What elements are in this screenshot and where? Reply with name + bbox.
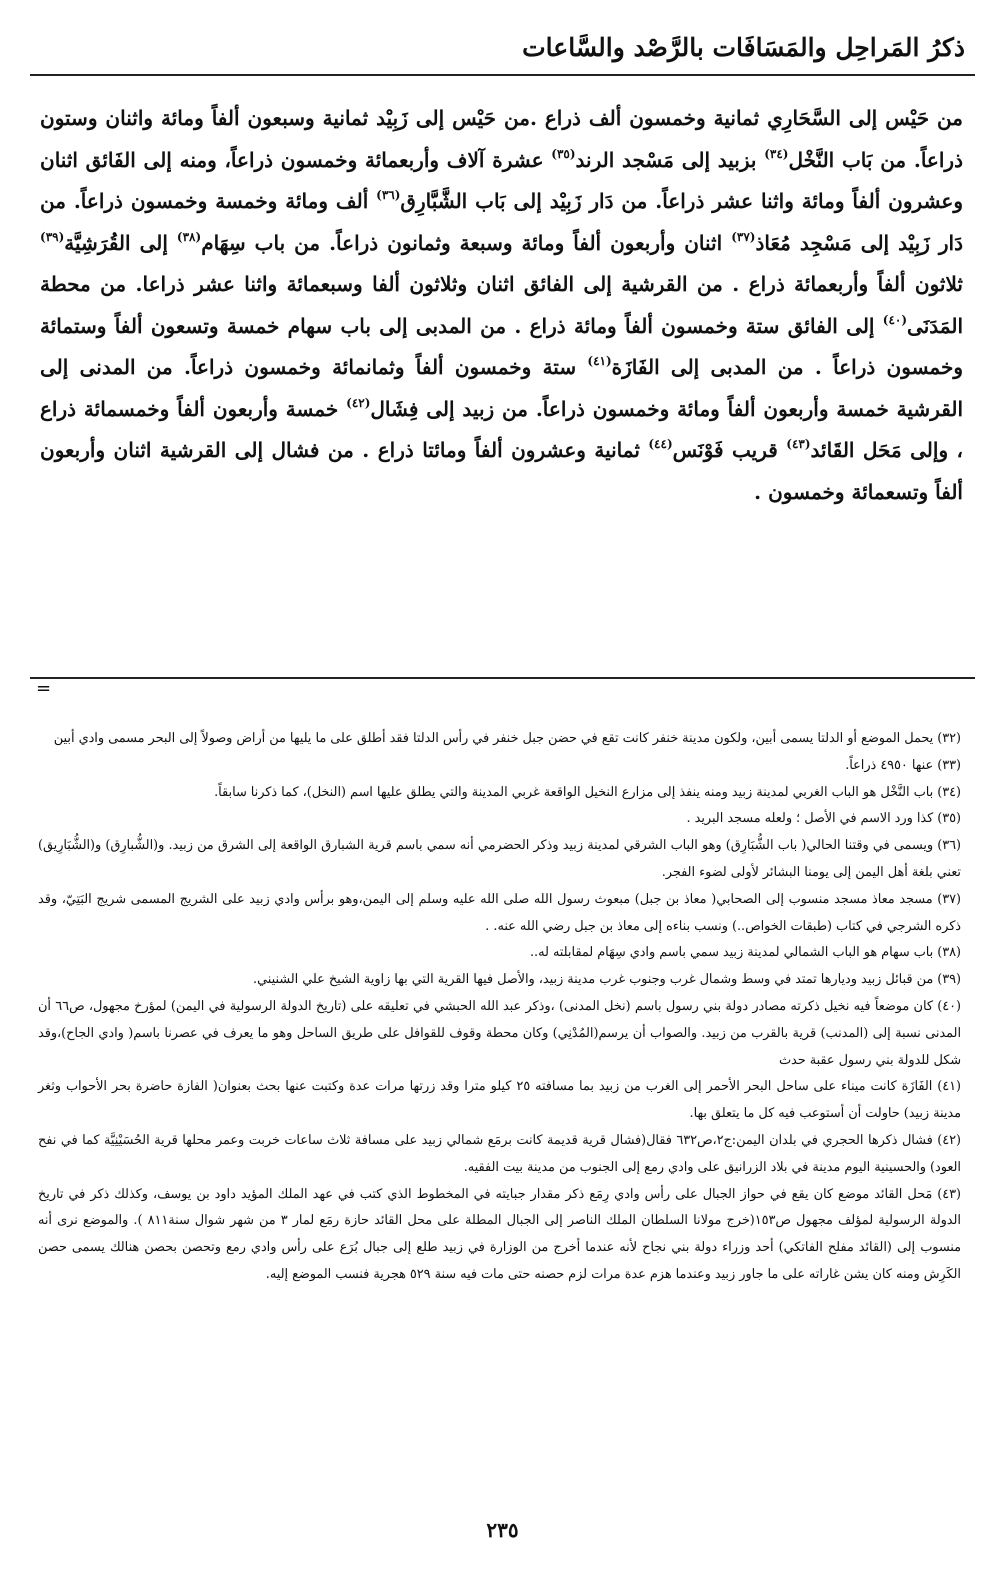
footnote-ref: (٤٢) [346,395,371,410]
main-text-run: اثنان وأربعون ألفاً ومائة وسبعة وثمانون ذراعاً. من باب سِهَام [201,230,732,255]
footnote-ref: (٤٣) [786,437,811,451]
footnote: (٣٨) باب سهام هو الباب الشمالي لمدينة زبيد سمي باسم وادي سِهَام لمقابلته له.. [529,945,961,961]
running-head: ذكرُ المَراحِل والمَسَافَات بالرَّصْد والسَّاعات [522,33,965,62]
footnote: (٣٤) باب النَّخْل هو الباب الغربي لمدينة زبيد ومنه ينفذ إلى مزارع النخيل الواقعة غربي المدينة والتي يطلق عليها اسم (النخل)، كما ذكرنا سابقاً. [214,784,961,800]
footnote: (٣٩) من قبائل زبيد وديارها تمتد في وسط وشمال غرب وجنوب غرب مدينة زبيد، والأصل فيها القرية التي بها زاوية الشيخ علي الشنيني. [252,972,961,988]
main-text-run: عشرة آلاف وأربعمائة وخمسون ذراعاً، ومنه إلى الفَائق اثنان وعشرون ألفاً ومائة واثنا عشر ذراعاً. من دَار زَبِيْد إلى بَاب الشَّبَّارِق [40,147,963,213]
main-text-run: ستة وخمسون ألفاً وثمانمائة وخمسون ذراعاً. من المدنى إلى القرشية خمسة وأربعون ألفاً ومائة وخمسون ذراعاً. من زبيد إلى فِشَال [40,355,963,421]
footnotes [38,726,961,1289]
header-rule [30,74,975,76]
footnote: (٤٣) مَحل القائد موضع كان يقع في حواز الجبال على رأس وادي رِمَع ذكر مقدار جبايته في المخطوط الذي كتب في عهد الملك المؤيد داود بن يوسف، وكذلك ذكر في تاريخ الدولة الرسولية لمؤلف مجهول ص١٥٣(خرج مولانا السلطان الملك الناصر إلى الجبال المطلة على محل القائد حازة رمَع لمار ٣ من شهر شوال سنة٨١١ ). والموضع نرى أنه منسوب إلى (القائد مفلح الفاتكي) أحد وزراء دولة بني نجاح لأنه عندما أخرج من الوزارة في زبيد طلع إلى جبال بُرَع على رأس وادي رمع وتحصن بحصن هنالك يسمى حصن الكَرِش ومنه كان يشن غاراته على ما جاور زبيد وعندما هزم عدة مرات لزم حصنه حتى مات فيه سنة ٥٢٩ هجرية فنسب الموضع إليه. [38,1186,961,1282]
footnote: (٣٧) مسجد معاذ مسجد منسوب إلى الصحابي( معاذ بن جبل) مبعوث رسول الله صلى الله عليه وسلم إلى اليمن،وهو برأس وادي زبيد على الشريج المسمى شريج البَتِيّ، وقد ذكره الشرجي في كتاب (طبقات الخواص..) ونسب بناءه إلى معاذ بن جبل رضي الله عنه. . [38,891,961,934]
main-text-run: إلى الفائق ستة وخمسون ألفاً ومائة ذراع . من المدبى إلى باب سهام خمسة وتسعون ألفاً وستمائة وخمسون ذراعاً . من المدبى إلى الفَازَة [40,313,963,379]
footnote-marker: = [36,678,52,699]
footnote-ref: (٣٨) [176,229,202,244]
main-text-run: إلى القُرَشِيَّة [64,230,177,255]
main-text-run: قريب فَوْنَس [672,438,787,462]
page-number: ٢٣٥ [486,1518,519,1542]
main-text [40,98,963,513]
footnote: (٣٦) ويسمى في وقتنا الحالي( باب الشُّبَارِق) وهو الباب الشرقي لمدينة زبيد وذكر الحضرمي أنه سمي باسم قرية الشبارق الواقعة إلى الشرق من زبيد. و(الشُّبارِق) و(الشُّبَارِيق) تعني بلغة أهل اليمن إلى يومنا البشائر لأولى لضوء الفجر. [38,838,961,880]
footnote-rule [30,677,975,679]
footnote-ref: (٣٦) [376,188,401,202]
footnote: (٣٢) يحمل الموضع أو الدلتا يسمى أبين، ولكون مدينة خنفر كانت تقع في حضن جبل خنفر في رأس الدلتا فقد أطلق على ما يليها من أراض وصولاً إلى البحر مسمى وادي أبين [53,731,961,746]
footnote-ref: (٤٤) [648,437,673,451]
footnote: (٣٥) كذا ورد الاسم في الأصل ؛ ولعله مسجد البريد . [686,811,961,827]
footnote-ref: (٣٥) [551,146,576,161]
footnote-ref: (٣٤) [764,146,789,161]
footnote: (٤٠) كان موضعاً فيه نخيل ذكرته مصادر دولة بني رسول باسم (نخل المدنى) ،وذكر عبد الله الحبشي في تعليقه على (تاريخ الدولة الرسولية في اليمن) لمؤرخ مجهول، ص٦٦ أن المدنى نسبة إلى (المدنب) قرية بالقرب من زبيد. والصواب أن يرسم(المُدْنِي) وكان محطة وقوف للقوافل على طريق الساحل وهو ما يعرف في عصرنا باسم( وادي الجاح)،وقد شكل للدولة بني رسول عقبة حدث [38,998,961,1068]
main-text-run: ثمانية وعشرون ألفاً ومائتا ذراع . من فشال إلى القرشية اثنان وأربعون ألفاً وتسعمائة وخمسون . [40,438,963,504]
main-text-run: خمسة وأربعون ألفاً وخمسمائة ذراع ، وإلى مَحَل القَائد [40,396,964,462]
main-text-run: ثلاثون ألفاً وأربعمائة ذراع . من القرشية إلى الفائق اثنان وثلاثون ألفا وسبعمائة واثنا عشر ذراعا. من محطة المَدَنَى [40,272,963,338]
footnote: (٤٢) فشال ذكرها الحجري في بلدان اليمن:ج٢،ص٦٣٢ فقال(فشال قرية قديمة كانت برمَع شمالي زبيد على مسافة ثلاث ساعات خربت وعمر محلها قرية الحُسَيْنِيَّة كما في نفح العود) والحسينية اليوم مدينة في بلاد الزرانيق على وادي رمع إلى الجنوب من مدينة بيت الفقيه. [38,1132,961,1175]
main-text-run: من حَيْس إلى السَّحَارِي ثمانية وخمسون ألف ذراع .من حَيْس إلى زَبِيْد ثمانية وسبعون ألفاً ومائة واثنان وستون ذراعاً. من بَاب النَّخْل [40,106,963,172]
main-text-run: ألف ومائة وخمسة وخمسون ذراعاً. من دَار زَبِيْد إلى مَسْجِد مُعَاذ [40,189,963,255]
footnote-ref: (٣٩) [40,229,65,244]
main-text-run: بزبيد إلى مَسْجد الرند [575,147,765,172]
footnote-ref: (٣٧) [731,229,756,244]
footnote: (٣٣) عنها ٤٩٥٠ ذراعاً. [845,757,961,773]
footnote-ref: (٤١) [587,354,612,368]
footnote: (٤١) الفَازَة كانت ميناء على ساحل البحر الأحمر إلى الغرب من زبيد بما مسافته ٢٥ كيلو مترا وقد زرتها مرات عدة وكتبت عنها بحث بعنوان( الفازة حاضرة بحر الأحواب وثغر مدينة زبيد) حاولت أن أستوعب فيه كل ما يتعلق بها. [38,1079,961,1122]
footnote-ref: (٤٠) [882,312,908,327]
